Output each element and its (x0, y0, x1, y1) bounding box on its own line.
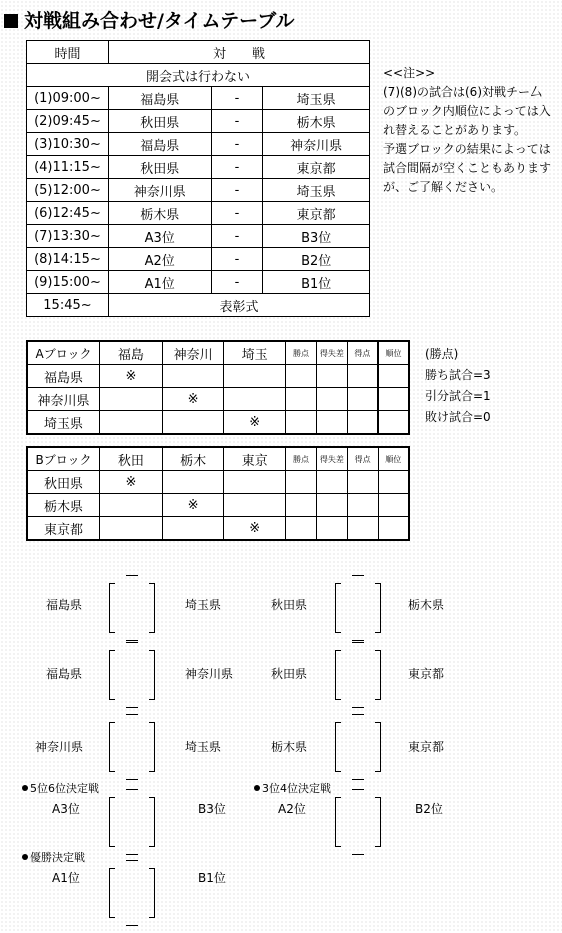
section-title: 5位6位決定戦 (30, 782, 99, 795)
result-cell (100, 388, 163, 411)
match-team2: 埼玉県 (263, 87, 370, 110)
page-title (4, 6, 294, 33)
result-cell (162, 517, 224, 541)
match-team2: 埼玉県 (263, 179, 370, 202)
note-line: (7)(8)の試合は(6)対戦チー厶 (383, 85, 542, 99)
goal-diff-cell (316, 494, 347, 517)
match-sep: - (211, 179, 263, 202)
rank-cell (378, 411, 409, 435)
bracket-left-team: 秋田県 (271, 598, 308, 612)
match-team2: 栃木県 (263, 110, 370, 133)
bracket-right-team: 栃木県 (408, 598, 445, 612)
col-team: 栃木 (162, 447, 224, 471)
col-team: 埼玉 (224, 341, 286, 365)
col-goal-diff: 得失差 (316, 447, 347, 471)
bracket-right-team: 東京都 (408, 667, 445, 681)
bracket-right-team: B3位 (198, 802, 226, 816)
result-cell (224, 388, 286, 411)
bracket-right-team: 東京都 (408, 740, 445, 754)
match-sep: - (211, 87, 263, 110)
bracket-left-team: 福島県 (46, 667, 83, 681)
match-sep: - (211, 110, 263, 133)
block-b-label: Bブロック (27, 447, 100, 471)
team-name: 秋田県 (27, 471, 100, 494)
table-row (27, 156, 370, 179)
section-fifth-place (22, 780, 99, 796)
match-time: (7)13:30~ (27, 225, 109, 248)
match-sep: - (211, 202, 263, 225)
bullet-icon (22, 854, 28, 860)
col-goals: 得点 (347, 447, 378, 471)
match-team1: 秋田県 (108, 156, 211, 179)
col-rank: 順位 (378, 341, 409, 365)
table-row (27, 494, 409, 517)
points-cell (286, 517, 317, 541)
schedule-closing-row (27, 294, 370, 317)
note-line: 予選ブロックの結果によっては (383, 142, 551, 156)
score-box (109, 722, 155, 772)
bracket-right-team: 埼玉県 (185, 598, 222, 612)
match-team1: 秋田県 (108, 110, 211, 133)
rank-cell (378, 494, 409, 517)
match-team1: 栃木県 (108, 202, 211, 225)
block-a-table (26, 340, 410, 435)
section-title: 3位4位決定戦 (262, 782, 331, 795)
score-box (335, 650, 381, 700)
team-name: 東京都 (27, 517, 100, 541)
table-row (27, 271, 370, 294)
bracket-left-team: A1位 (52, 871, 80, 885)
result-cell (100, 494, 163, 517)
block-a-label: Aブロック (27, 341, 100, 365)
table-row (27, 411, 409, 435)
table-row (27, 133, 370, 156)
col-goals: 得点 (347, 341, 378, 365)
result-cell (162, 365, 224, 388)
score-box (335, 797, 381, 847)
match-team1: 神奈川県 (108, 179, 211, 202)
bracket-left-team: 神奈川県 (35, 740, 84, 754)
schedule-table (26, 40, 370, 317)
score-box (109, 868, 155, 918)
match-team1: A1位 (108, 271, 211, 294)
points-heading: (勝点) (425, 347, 459, 361)
match-sep: - (211, 133, 263, 156)
goal-diff-cell (316, 365, 347, 388)
score-box (109, 583, 155, 633)
rank-cell (378, 388, 409, 411)
result-cell (100, 411, 163, 435)
match-team1: A2位 (108, 248, 211, 271)
match-team2: 東京都 (263, 156, 370, 179)
block-b-header-row (27, 447, 409, 471)
goals-cell (347, 411, 378, 435)
goals-cell (347, 471, 378, 494)
result-cell (100, 517, 163, 541)
goal-diff-cell (316, 411, 347, 435)
points-cell (286, 471, 317, 494)
col-points: 勝点 (286, 341, 317, 365)
score-box (109, 797, 155, 847)
section-title: 優勝決定戦 (30, 851, 85, 864)
bracket-left-team: 福島県 (46, 598, 83, 612)
match-sep: - (211, 248, 263, 271)
match-team2: B2位 (263, 248, 370, 271)
bracket-left-team: 秋田県 (271, 667, 308, 681)
match-time: (4)11:15~ (27, 156, 109, 179)
schedule-opening-row (27, 64, 370, 87)
note-line: 試合間隔が空くこともあります (383, 161, 552, 175)
points-cell (286, 388, 317, 411)
bracket-right-team: 神奈川県 (185, 667, 234, 681)
col-goal-diff: 得失差 (316, 341, 347, 365)
bracket-right-team: 埼玉県 (185, 740, 222, 754)
goal-diff-cell (316, 388, 347, 411)
match-team2: 東京都 (263, 202, 370, 225)
note-heading: <<注>> (383, 66, 436, 80)
rank-cell (378, 517, 409, 541)
table-row (27, 248, 370, 271)
result-cell: ※ (100, 471, 163, 494)
table-row (27, 110, 370, 133)
table-row (27, 179, 370, 202)
col-team: 神奈川 (162, 341, 224, 365)
bracket-left-team: A3位 (52, 802, 80, 816)
points-line: 勝ち試合=3 (425, 368, 491, 382)
opening-note: 開会式は行わない (27, 64, 370, 87)
note-line: が、ご了解ください。 (383, 180, 504, 194)
table-row (27, 365, 409, 388)
team-name: 埼玉県 (27, 411, 100, 435)
points-cell (286, 365, 317, 388)
rank-cell (378, 365, 409, 388)
table-row (27, 471, 409, 494)
closing-label: 表彰式 (108, 294, 369, 317)
schedule-header-match: 対 戦 (108, 41, 369, 64)
goals-cell (347, 517, 378, 541)
note-line: れ替えることがあります。 (383, 123, 527, 137)
match-sep: - (211, 225, 263, 248)
points-line: 引分試合=1 (425, 389, 491, 403)
bullet-icon (254, 785, 260, 791)
note-line: のブロック内順位によっては入 (383, 104, 551, 118)
result-cell (224, 471, 286, 494)
match-time: (3)10:30~ (27, 133, 109, 156)
closing-time: 15:45~ (27, 294, 109, 317)
schedule-header-time: 時間 (27, 41, 109, 64)
table-row (27, 87, 370, 110)
match-sep: - (211, 271, 263, 294)
match-team2: B1位 (263, 271, 370, 294)
points-cell (286, 494, 317, 517)
table-row (27, 388, 409, 411)
points-cell (286, 411, 317, 435)
schedule-header-row (27, 41, 370, 64)
table-row (27, 225, 370, 248)
result-cell: ※ (162, 494, 224, 517)
goals-cell (347, 494, 378, 517)
match-sep: - (211, 156, 263, 179)
match-team2: B3位 (263, 225, 370, 248)
block-b-table (26, 446, 410, 541)
result-cell (224, 494, 286, 517)
section-final (22, 849, 85, 865)
score-box (109, 650, 155, 700)
block-a-header-row (27, 341, 409, 365)
bracket-right-team: B2位 (415, 802, 443, 816)
result-cell: ※ (224, 517, 286, 541)
goal-diff-cell (316, 471, 347, 494)
points-line: 敗け試合=0 (425, 410, 491, 424)
section-third-place (254, 780, 331, 796)
match-team2: 神奈川県 (263, 133, 370, 156)
points-legend (425, 344, 491, 428)
table-row (27, 517, 409, 541)
schedule-note (383, 64, 559, 197)
col-team: 福島 (100, 341, 163, 365)
match-team1: A3位 (108, 225, 211, 248)
goal-diff-cell (316, 517, 347, 541)
match-time: (9)15:00~ (27, 271, 109, 294)
score-box (335, 583, 381, 633)
goals-cell (347, 365, 378, 388)
result-cell: ※ (100, 365, 163, 388)
result-cell (224, 365, 286, 388)
col-team: 東京 (224, 447, 286, 471)
team-name: 福島県 (27, 365, 100, 388)
team-name: 栃木県 (27, 494, 100, 517)
match-time: (1)09:00~ (27, 87, 109, 110)
table-row (27, 202, 370, 225)
bracket-right-team: B1位 (198, 871, 226, 885)
col-points: 勝点 (286, 447, 317, 471)
bullet-icon (22, 785, 28, 791)
col-rank: 順位 (378, 447, 409, 471)
result-cell (162, 471, 224, 494)
result-cell (162, 411, 224, 435)
match-team1: 福島県 (108, 133, 211, 156)
square-bullet-icon (4, 14, 18, 28)
result-cell: ※ (162, 388, 224, 411)
bracket-left-team: 栃木県 (271, 740, 308, 754)
match-time: (2)09:45~ (27, 110, 109, 133)
match-time: (8)14:15~ (27, 248, 109, 271)
col-team: 秋田 (100, 447, 163, 471)
page-title-text: 対戦組み合わせ/タイムテーブル (24, 10, 295, 32)
match-time: (5)12:00~ (27, 179, 109, 202)
match-time: (6)12:45~ (27, 202, 109, 225)
team-name: 神奈川県 (27, 388, 100, 411)
bracket-left-team: A2位 (278, 802, 306, 816)
goals-cell (347, 388, 378, 411)
result-cell: ※ (224, 411, 286, 435)
match-team1: 福島県 (108, 87, 211, 110)
score-box (335, 722, 381, 772)
rank-cell (378, 471, 409, 494)
